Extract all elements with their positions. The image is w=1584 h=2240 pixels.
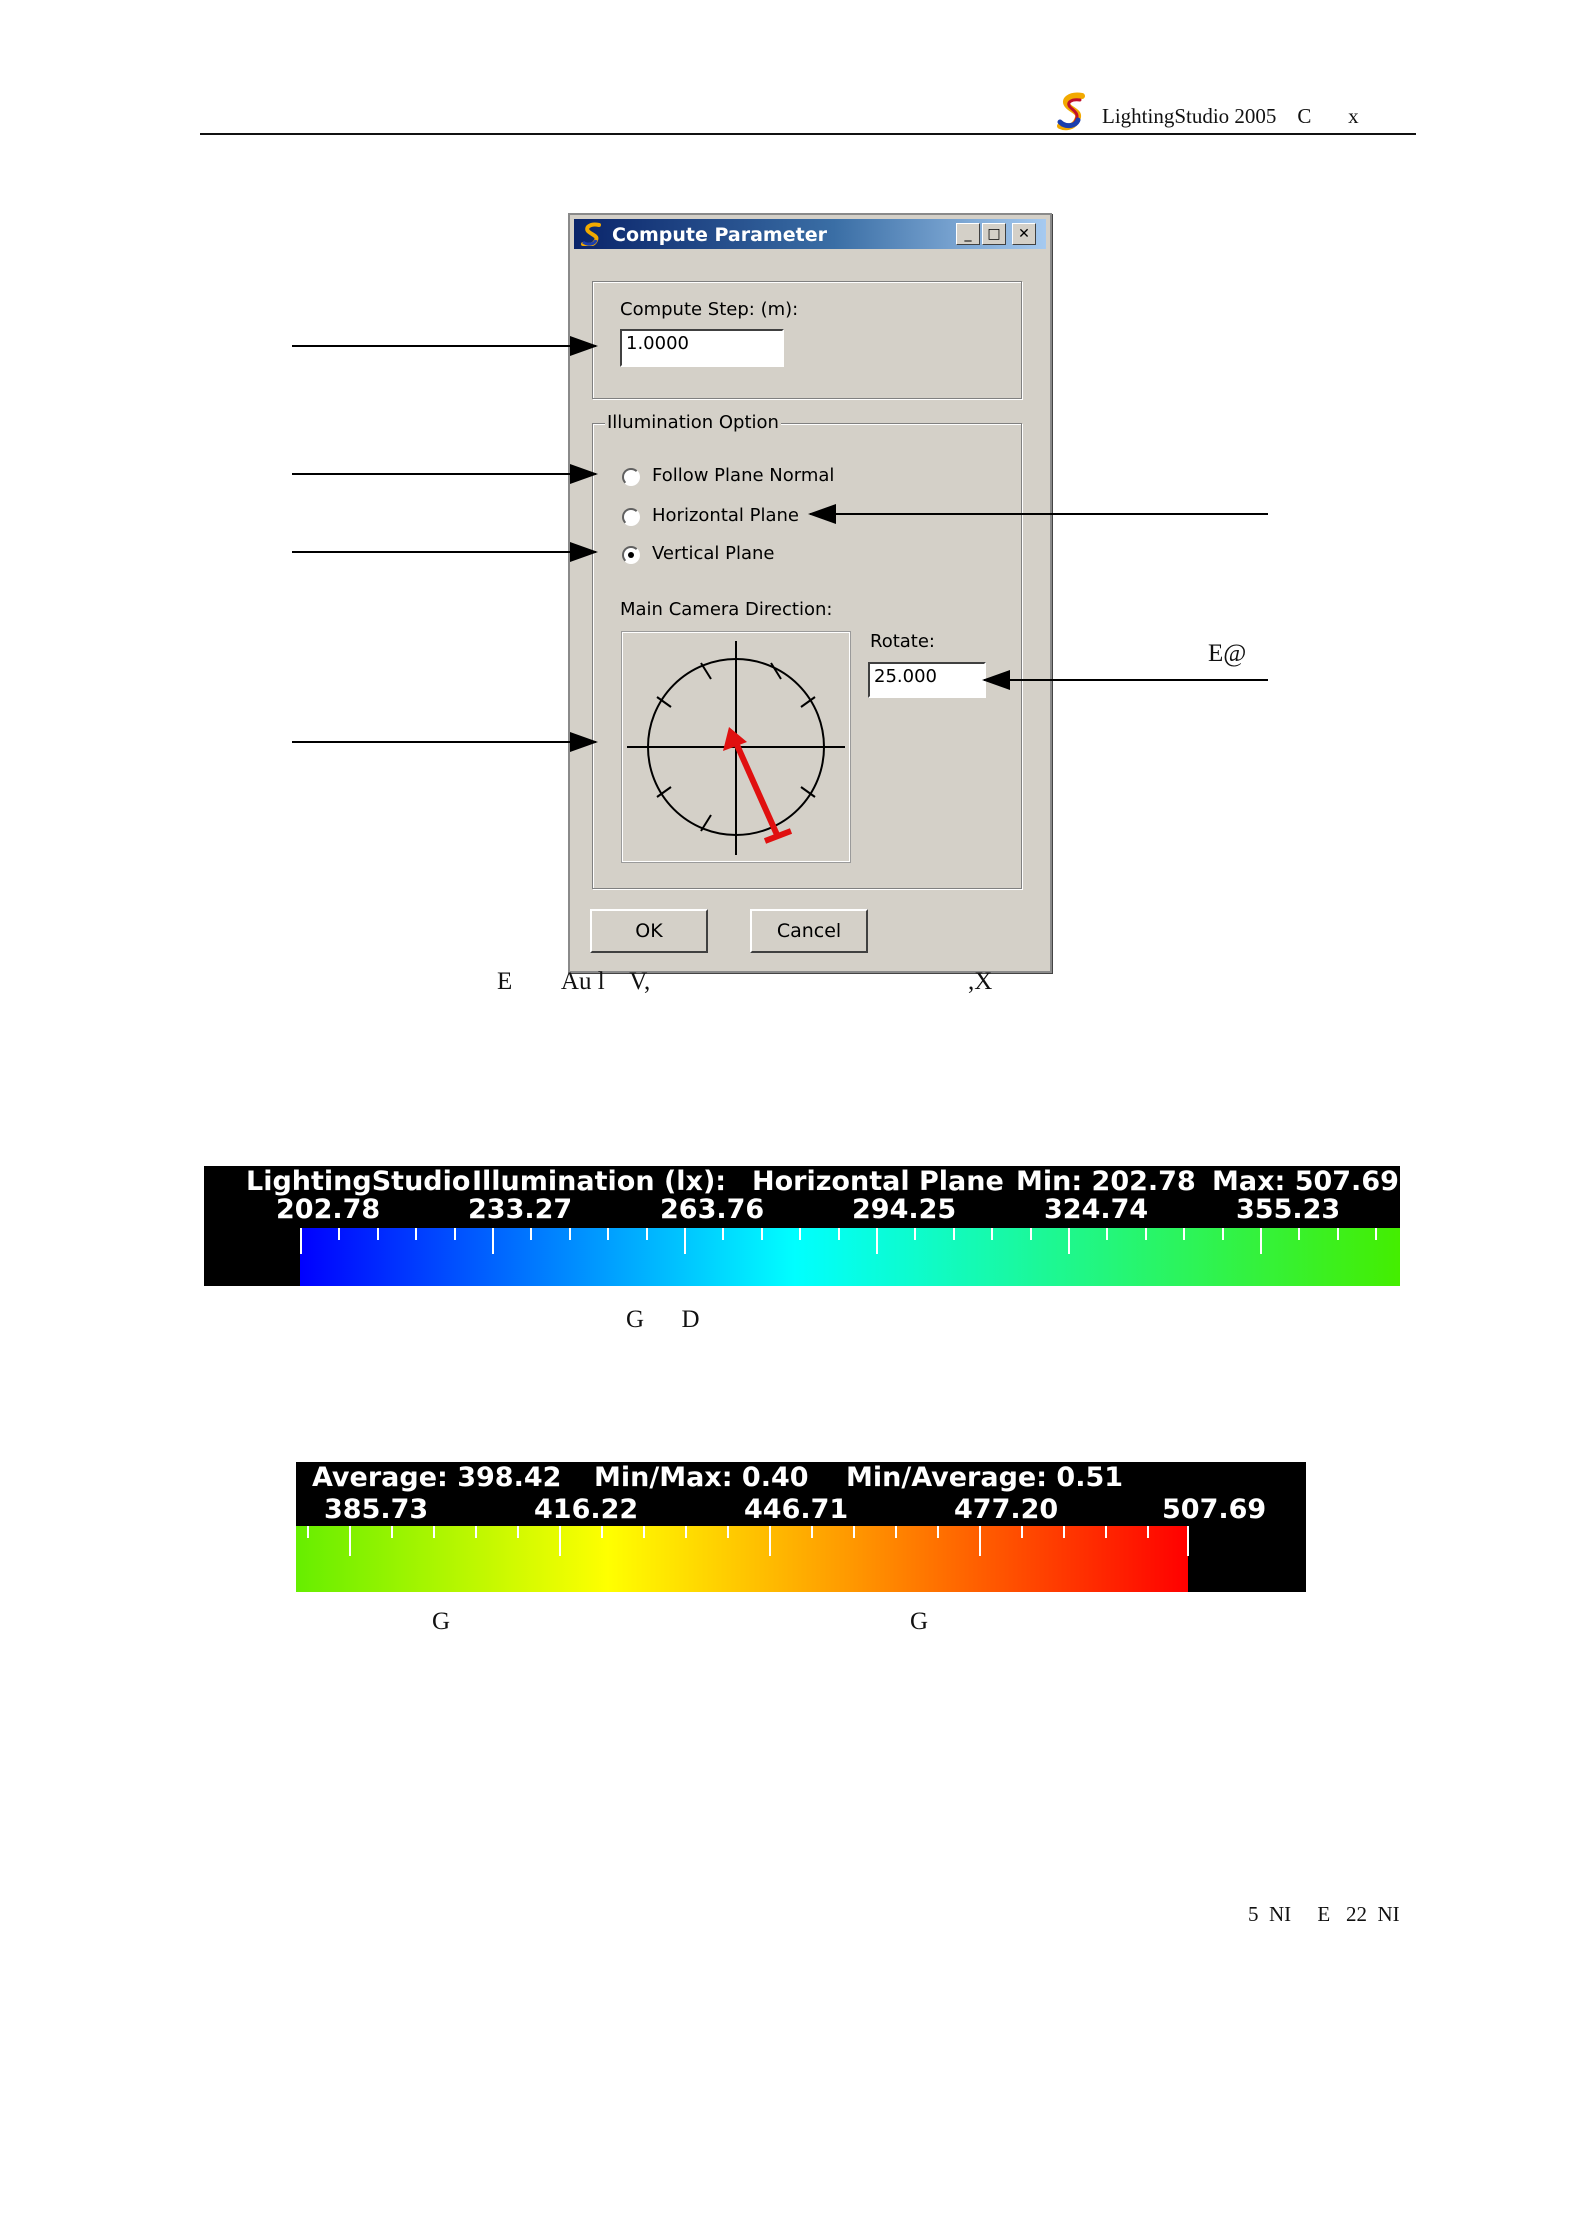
option-vertical-plane-label[interactable]: Vertical Plane [652, 543, 775, 564]
scale-tick-label: 202.78 [276, 1194, 381, 1225]
scale-app-name: LightingStudio [246, 1166, 471, 1197]
scale-tick-label: 233.27 [468, 1194, 573, 1225]
minimize-button[interactable]: _ [956, 223, 980, 245]
cancel-button[interactable]: Cancel [750, 909, 868, 953]
compute-step-label: Compute Step: (m): [620, 299, 799, 320]
scale-plane: Horizontal Plane [752, 1166, 1004, 1197]
illumination-option-legend: Illumination Option [607, 412, 779, 433]
scale-tick-label: 294.25 [852, 1194, 957, 1225]
rotate-label: Rotate: [870, 631, 935, 652]
scale-tick-label: 416.22 [534, 1494, 639, 1525]
page-footer: 5 NI E 22 NI [1248, 1902, 1400, 1926]
rotate-input[interactable]: 25.000 [868, 662, 986, 698]
annotation-rotate: E@ [1208, 640, 1247, 667]
close-button[interactable]: ✕ [1012, 223, 1036, 245]
scale-tick-label: 477.20 [954, 1494, 1059, 1525]
ok-button[interactable]: OK [590, 909, 708, 953]
scale-tick-label: 324.74 [1044, 1194, 1149, 1225]
dialog-caption-right: ,X [968, 968, 993, 995]
scale-high-gradient [296, 1526, 1306, 1592]
scale-tick-label: 446.71 [744, 1494, 849, 1525]
scale-quantity: Illumination (lx): [472, 1166, 727, 1197]
scale-max: Max: 507.69 [1212, 1166, 1399, 1197]
scale-high-caption-right: G [910, 1608, 929, 1635]
scale-tick-label: 385.73 [324, 1494, 429, 1525]
scale-minaverage: Min/Average: 0.51 [846, 1462, 1124, 1493]
scale-tick-label: 263.76 [660, 1194, 765, 1225]
compute-step-input[interactable]: 1.0000 [620, 329, 784, 367]
dialog-caption-left: E Au l V, [497, 968, 651, 995]
illumination-scale-high [296, 1462, 1306, 1592]
page-header-title: LightingStudio 2005 C x [1102, 104, 1359, 128]
scale-low-caption: G D [626, 1306, 700, 1333]
dialog-title: Compute Parameter [612, 224, 827, 246]
camera-direction-label: Main Camera Direction: [620, 599, 833, 620]
option-horizontal-plane-label[interactable]: Horizontal Plane [652, 505, 799, 526]
scale-min: Min: 202.78 [1016, 1166, 1196, 1197]
option-follow-plane-normal-label[interactable]: Follow Plane Normal [652, 465, 835, 486]
scale-minmax: Min/Max: 0.40 [594, 1462, 809, 1493]
scale-low-gradient [300, 1228, 1400, 1286]
scale-average: Average: 398.42 [312, 1462, 562, 1493]
maximize-button[interactable]: □ [982, 223, 1006, 245]
scale-tick-label: 355.23 [1236, 1194, 1341, 1225]
illumination-scale-low [204, 1166, 1400, 1286]
scale-high-caption-left: G [432, 1608, 451, 1635]
scale-tick-label: 507.69 [1162, 1494, 1267, 1525]
